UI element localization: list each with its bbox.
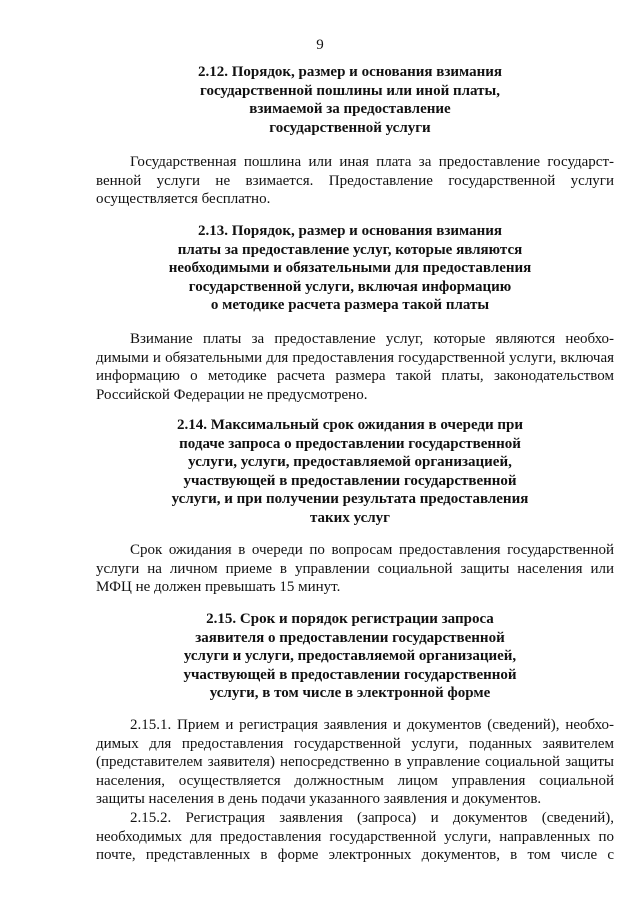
section-2-15-heading: 2.15. Срок и порядок регистрации запроса заявителя о предоставлении государственной услуги и услуги, предоставляемой организацией, участвующей в предоставлении государственной услуги, в том числе в электронной форме xyxy=(183,611,517,701)
section-2-12-paragraph: Государственная пошлина или иная плата за предоставление государст- венной услуги не взимается. Предоставление государственной услуги осуществляется бесплатно. xyxy=(96,154,614,207)
section-2-14-heading: 2.14. Максимальный срок ожидания в очереди при подаче запроса о предоставлении государственной услуги, услуги, предоставляемой организацией, участвующей в предоставлении государственной услуги, и при получении результата предоставления таких услуг xyxy=(171,417,529,526)
section-2-13-heading: 2.13. Порядок, размер и основания взимания платы за предоставление услуг, которые являются необходимыми и обязательными для предоставления государственной услуги, включая информацию о методике расчета размера такой платы xyxy=(168,223,532,313)
section-2-13-paragraph: Взимание платы за предоставление услуг, которые являются необхо- димыми и обязательными для предоставления государственной услуги, включая информацию о методике расчета размера такой платы, законодательством Российской Федерации не предусмотрено. xyxy=(96,331,614,403)
section-2-15-2-paragraph: 2.15.2. Регистрация заявления (запроса) и документов (сведений), необходимых для предоставления государственной услуги, направленных по почте, представленных в форме электронных документов, в том числе с xyxy=(96,810,614,863)
section-2-14-paragraph: Срок ожидания в очереди по вопросам предоставления государственной услуги на личном приеме в управлении социальной защиты населения или МФЦ не должен превышать 15 минут. xyxy=(96,542,614,595)
page-number: 9 xyxy=(316,37,324,53)
section-2-12-heading: 2.12. Порядок, размер и основания взимания государственной пошлины или иной платы, взимаемой за предоставление государственной услуги xyxy=(197,64,503,136)
section-2-15-1-paragraph: 2.15.1. Прием и регистрация заявления и документов (сведений), необхо- димых для предоставления государственной услуги, поданных заявителем (представителем заявителя) непосредственно в управление социальной защиты населения, осуществляется должностным лицом управления социальной защиты населения в день подачи указанного заявления и документов. xyxy=(96,717,614,807)
